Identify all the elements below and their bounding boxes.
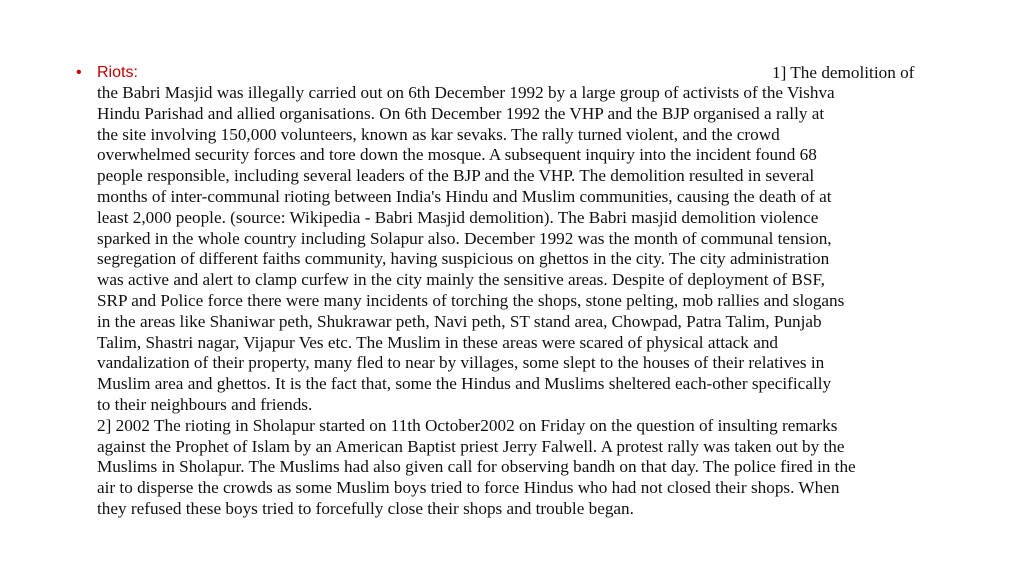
text-line: sparked in the whole country including Solapur also. December 1992 was the month of communal tension, (97, 228, 832, 248)
text-line: Muslims in Sholapur. The Muslims had also given call for observing bandh on that day. The police fired in the (97, 457, 856, 477)
bullet-dot: • (76, 64, 82, 81)
text-line: vandalization of their property, many fled to near by villages, some slept to the houses of their relatives in (97, 353, 825, 373)
text-line: the site involving 150,000 volunteers, known as kar sevaks. The rally turned violent, and the crowd (97, 124, 780, 144)
text-line: in the areas like Shaniwar peth, Shukrawar peth, Navi peth, ST stand area, Chowpad, Patra Talim, Punjab (97, 311, 822, 331)
text-line: was active and alert to clamp curfew in the city mainly the sensitive areas. Despite of deployment of BSF, (97, 270, 825, 290)
text-line: Hindu Parishad and allied organisations. On 6th December 1992 the VHP and the BJP organised a rally at (97, 103, 825, 123)
text-line: they refused these boys tried to forcefully close their shops and trouble began. (97, 498, 634, 518)
paragraph1-start: 1] The demolition of (772, 63, 915, 82)
text-line: the Babri Masjid was illegally carried out on 6th December 1992 by a large group of activists of the Vishva (97, 83, 835, 102)
text-line: segregation of different faiths community, having suspicious on ghettos in the city. The city administration (97, 249, 830, 269)
text-line: air to disperse the crowds as some Muslim boys tried to force Hindus who had not closed their shops. When (97, 478, 840, 498)
text-line: months of inter-communal rioting between India's Hindu and Muslim communities, causing the death of at (97, 186, 832, 206)
riots-bullet (76, 62, 948, 520)
body-text (97, 83, 948, 520)
text-line: Talim, Shastri nagar, Vijapur Ves etc. The Muslim in these areas were scared of physical attack and (97, 332, 779, 352)
text-line: overwhelmed security forces and tore down the mosque. A subsequent inquiry into the incident found 68 (97, 145, 817, 165)
text-line: people responsible, including several leaders of the BJP and the VHP. The demolition resulted in several (97, 166, 815, 186)
text-line: to their neighbours and friends. (97, 394, 313, 414)
text-line: 2] 2002 The rioting in Sholapur started on 11th October2002 on Friday on the question of insulting remarks (97, 415, 838, 435)
text-line: against the Prophet of Islam by an American Baptist priest Jerry Falwell. A protest rally was taken out by the (97, 436, 845, 456)
text-line: least 2,000 people. (source: Wikipedia - Babri Masjid demolition). The Babri masjid demolition violence (97, 207, 819, 227)
text-line: SRP and Police force there were many incidents of torching the shops, stone pelting, mob rallies and slogans (97, 290, 845, 310)
heading-line (97, 62, 948, 83)
text-line: Muslim area and ghettos. It is the fact that, some the Hindus and Muslims sheltered each-other specifically (97, 374, 832, 394)
riots-heading: Riots: (97, 64, 138, 81)
